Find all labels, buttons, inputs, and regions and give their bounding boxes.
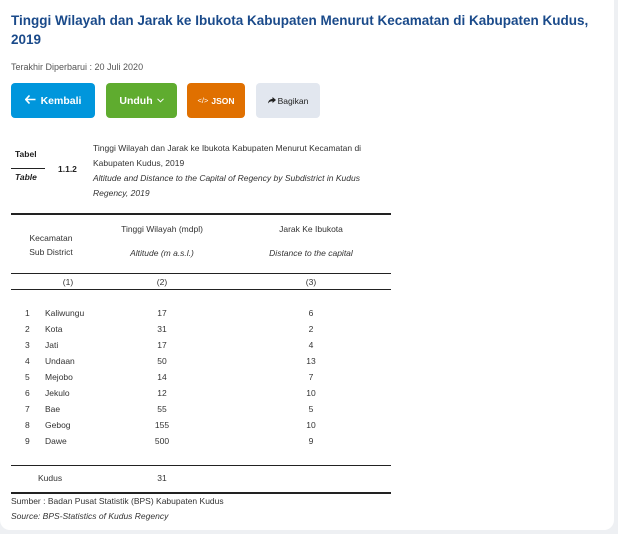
row-altitude: 17 <box>157 340 167 350</box>
table-bottom-border <box>11 492 391 494</box>
row-altitude: 500 <box>154 436 170 446</box>
caption-divider <box>11 168 45 169</box>
row-distance: 10 <box>306 388 316 398</box>
row-number: 4 <box>25 356 30 366</box>
row-number: 9 <box>25 436 30 446</box>
col-num-3: (3) <box>305 277 317 287</box>
code-icon: </> <box>197 96 209 105</box>
header-distance-en: Distance to the capital <box>269 248 353 258</box>
header-subdistrict-en: Sub District <box>29 247 73 257</box>
row-subdistrict: Kaliwungu <box>45 308 85 318</box>
table-row <box>11 372 391 388</box>
table-row <box>11 420 391 436</box>
source-note: Sumber : Badan Pusat Statistik (BPS) Kabupaten Kudus <box>11 496 224 506</box>
table-row <box>11 340 391 356</box>
row-distance: 4 <box>308 340 314 350</box>
json-label: JSON <box>211 95 235 106</box>
download-label: Unduh <box>119 94 153 107</box>
caption-label: Tabel <box>15 149 37 159</box>
row-distance: 2 <box>308 324 314 334</box>
header-divider <box>11 273 391 274</box>
row-subdistrict: Bae <box>45 404 61 414</box>
total-name: Kudus <box>38 473 63 483</box>
table-row <box>11 436 391 452</box>
row-altitude: 155 <box>154 420 170 430</box>
col-num-1: (1) <box>62 277 74 287</box>
json-button[interactable] <box>187 83 245 118</box>
chevron-down-icon <box>157 96 164 105</box>
last-updated: Terakhir Diperbarui : 20 Juli 2020 <box>11 62 144 72</box>
table-row <box>11 388 391 404</box>
row-subdistrict: Gebog <box>45 420 71 430</box>
table-title: Tinggi Wilayah dan Jarak ke Ibukota Kabupaten Menurut Kecamatan di Kabupaten Kudus, 2019 <box>93 143 362 168</box>
row-distance: 5 <box>308 404 314 414</box>
back-label: Kembali <box>40 94 82 107</box>
row-distance: 13 <box>306 356 316 366</box>
header-subdistrict: Kecamatan <box>29 233 73 243</box>
download-button[interactable] <box>106 83 177 118</box>
share-icon <box>268 96 276 106</box>
row-distance: 9 <box>308 436 314 446</box>
row-number: 5 <box>25 372 30 382</box>
row-distance: 10 <box>306 420 316 430</box>
table-row <box>11 308 391 324</box>
row-subdistrict: Jekulo <box>45 388 70 398</box>
total-altitude: 31 <box>157 473 167 483</box>
table-row <box>11 356 391 372</box>
row-altitude: 14 <box>157 372 167 382</box>
header-altitude-en: Altitude (m a.s.l.) <box>130 248 194 258</box>
row-number: 1 <box>25 308 30 318</box>
header-distance: Jarak Ke Ibukota <box>279 224 343 234</box>
caption-label-en: Table <box>15 172 37 182</box>
share-button[interactable] <box>256 83 320 118</box>
row-subdistrict: Dawe <box>45 436 67 446</box>
row-number: 3 <box>25 340 30 350</box>
row-number: 6 <box>25 388 30 398</box>
row-distance: 7 <box>308 372 314 382</box>
row-subdistrict: Jati <box>45 340 59 350</box>
row-number: 7 <box>25 404 30 414</box>
col-num-divider <box>11 289 391 290</box>
share-label: Bagikan <box>277 95 309 106</box>
table-title-en: Altitude and Distance to the Capital of Regency by Subdistrict in Kudus Regency, 2019 <box>93 173 360 198</box>
row-number: 8 <box>25 420 30 430</box>
row-subdistrict: Kota <box>45 324 63 334</box>
total-divider <box>11 465 391 466</box>
row-altitude: 12 <box>157 388 167 398</box>
row-subdistrict: Mejobo <box>45 372 73 382</box>
row-subdistrict: Undaan <box>45 356 75 366</box>
row-altitude: 55 <box>157 404 167 414</box>
table-number: 1.1.2 <box>58 164 77 174</box>
row-number: 2 <box>25 324 30 334</box>
row-altitude: 50 <box>157 356 167 366</box>
header-altitude: Tinggi Wilayah (mdpl) <box>121 224 203 234</box>
table-top-border <box>11 213 391 215</box>
table-row <box>11 404 391 420</box>
source-note-en: Source: BPS-Statistics of Kudus Regency <box>11 511 169 521</box>
row-distance: 6 <box>308 308 314 318</box>
arrow-left-icon <box>25 95 36 107</box>
row-altitude: 31 <box>157 324 167 334</box>
row-altitude: 17 <box>157 308 167 318</box>
total-row <box>11 473 391 489</box>
back-button[interactable] <box>11 83 95 118</box>
col-num-2: (2) <box>156 277 168 287</box>
table-row <box>11 324 391 340</box>
page-title: Tinggi Wilayah dan Jarak ke Ibukota Kabupaten Menurut Kecamatan di Kabupaten Kudus, 2019 <box>11 13 589 47</box>
